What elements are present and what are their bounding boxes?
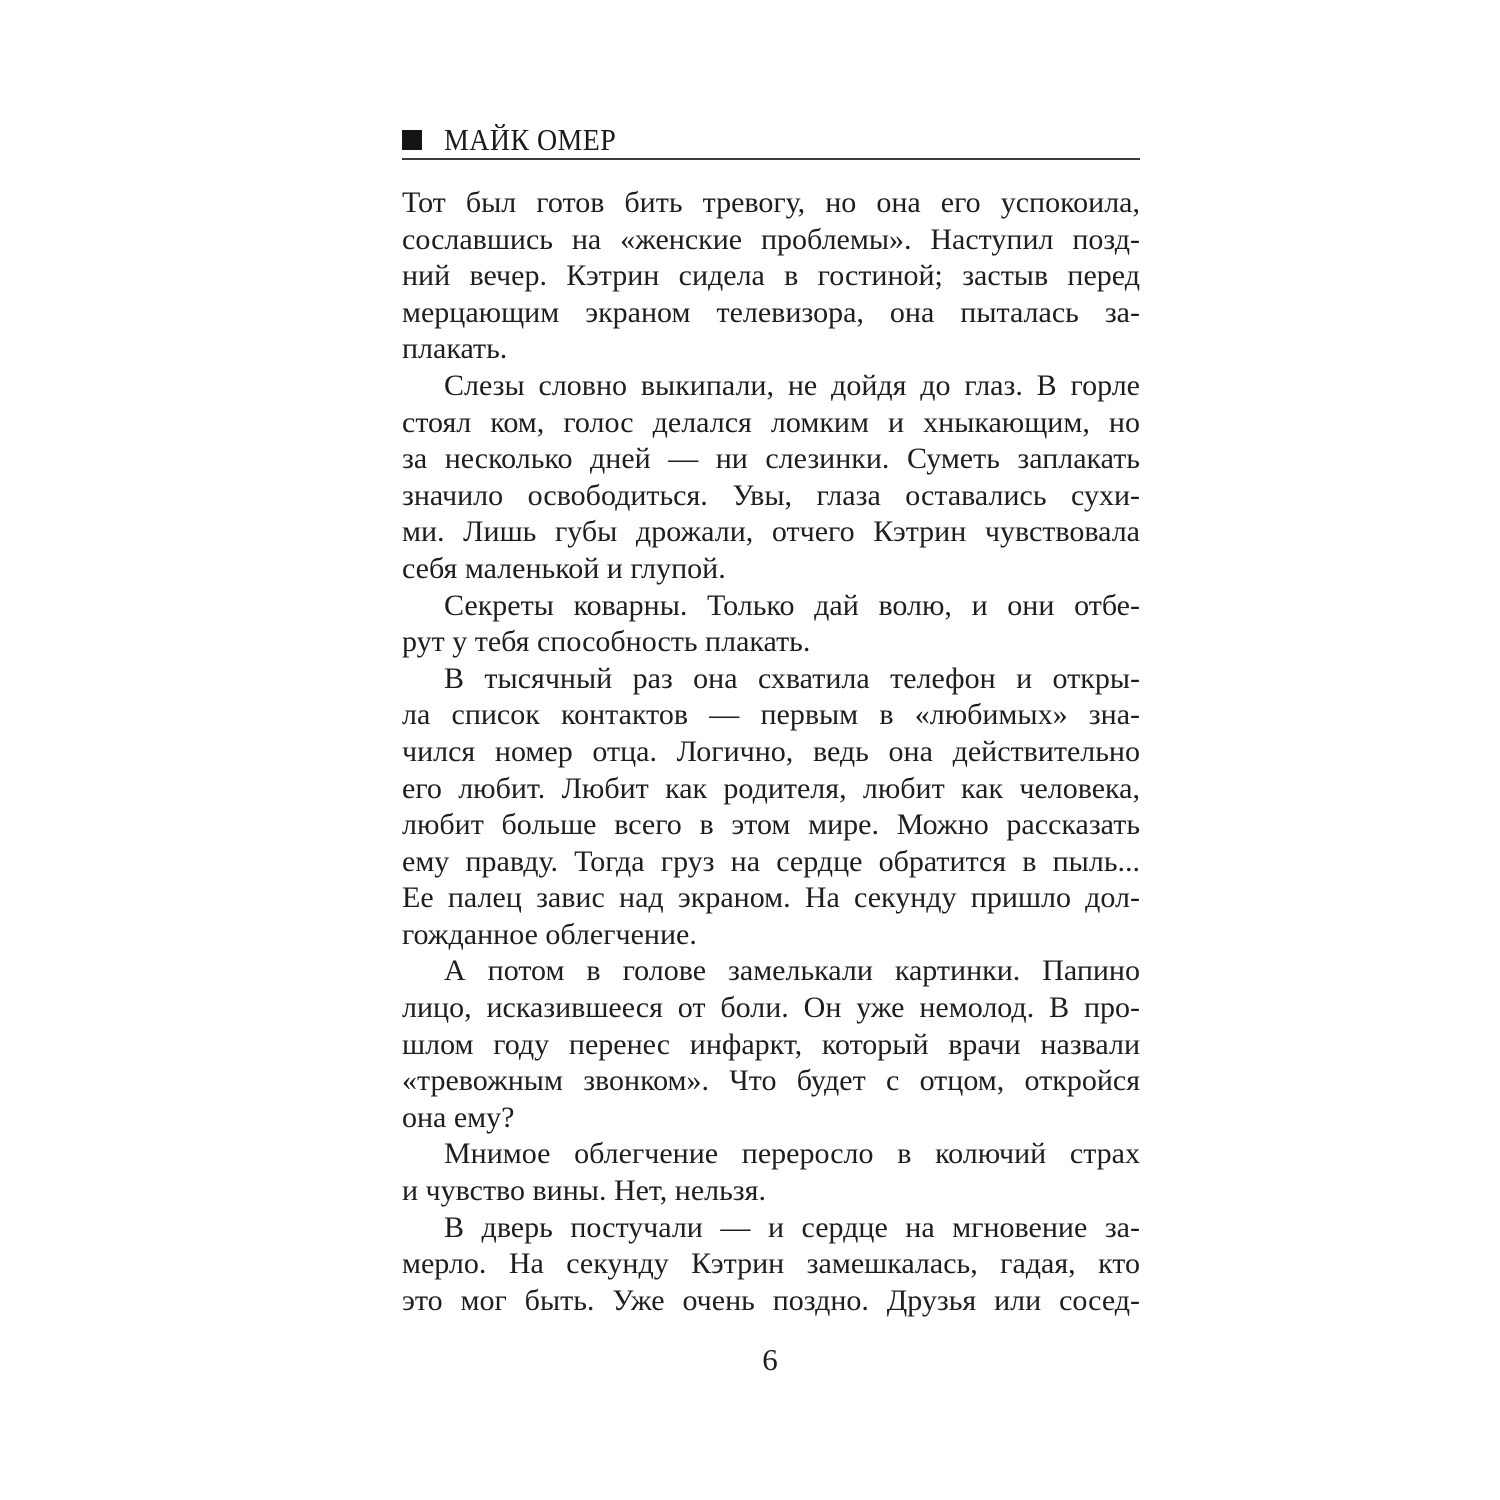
text-line: и чувство вины. Нет, нельзя. <box>402 1174 766 1208</box>
text-line: значило освободиться. Увы, глаза оставались сухи- <box>402 478 1140 512</box>
text-line: мерло. На секунду Кэтрин замешкалась, гадая, кто <box>402 1247 1140 1281</box>
text-line: гожданное облегчение. <box>402 917 697 951</box>
paragraph-first-line: В дверь постучали — и сердце на мгновение за- <box>444 1210 1140 1244</box>
text-line: это мог быть. Уже очень поздно. Друзья или сосед- <box>402 1283 1140 1317</box>
text-line: плакать. <box>402 332 508 366</box>
text-line: рут у тебя способность плакать. <box>402 625 811 659</box>
text-line: ми. Лишь губы дрожали, отчего Кэтрин чувствовала <box>402 515 1140 549</box>
text-line: стоял ком, голос делался ломким и хныкающим, но <box>402 405 1140 439</box>
text-line: Ее палец завис над экраном. На секунду пришло дол- <box>402 881 1140 915</box>
text-line: ний вечер. Кэтрин сидела в гостиной; застыв перед <box>402 259 1140 293</box>
text-line: лицо, исказившееся от боли. Он уже немолод. В про- <box>402 991 1140 1025</box>
text-line: ла список контактов — первым в «любимых» зна- <box>402 698 1140 732</box>
text-line: сославшись на «женские проблемы». Наступил позд- <box>402 222 1140 256</box>
author-name: МАЙК ОМЕР <box>444 121 617 157</box>
text-line: за несколько дней — ни слезинки. Суметь заплакать <box>402 442 1140 476</box>
text-line: себя маленькой и глупой. <box>402 551 726 585</box>
text-line: «тревожным звонком». Что будет с отцом, откройся <box>402 1064 1140 1098</box>
text-line: Тот был готов бить тревогу, но она его успокоила, <box>402 186 1140 219</box>
text-line: ему правду. Тогда груз на сердце обратится в пыль... <box>402 844 1140 878</box>
black-square-icon <box>402 130 422 150</box>
text-line: шлом году перенес инфаркт, который врачи назвали <box>402 1027 1140 1061</box>
paragraph-first-line: Слезы словно выкипали, не дойдя до глаз. В горле <box>444 368 1140 402</box>
paragraph-first-line: Секреты коварны. Только дай волю, и они отбе- <box>444 588 1140 622</box>
page-number: 6 <box>762 1342 778 1377</box>
text-line: чился номер отца. Логично, ведь она действительно <box>402 734 1140 768</box>
paragraph-first-line: А потом в голове замелькали картинки. Папино <box>444 954 1140 988</box>
body-text <box>402 185 1140 1319</box>
paragraph-first-line: Мнимое облегчение переросло в колючий страх <box>444 1137 1140 1171</box>
text-line: мерцающим экраном телевизора, она пыталась за- <box>402 295 1140 329</box>
text-line: любит больше всего в этом мире. Можно рассказать <box>402 808 1140 842</box>
paragraph-first-line: В тысячный раз она схватила телефон и откры- <box>444 661 1140 695</box>
running-header <box>402 118 1140 160</box>
text-line: его любит. Любит как родителя, любит как человека, <box>402 771 1140 805</box>
header-divider <box>402 158 1140 160</box>
text-line: она ему? <box>402 1100 515 1134</box>
